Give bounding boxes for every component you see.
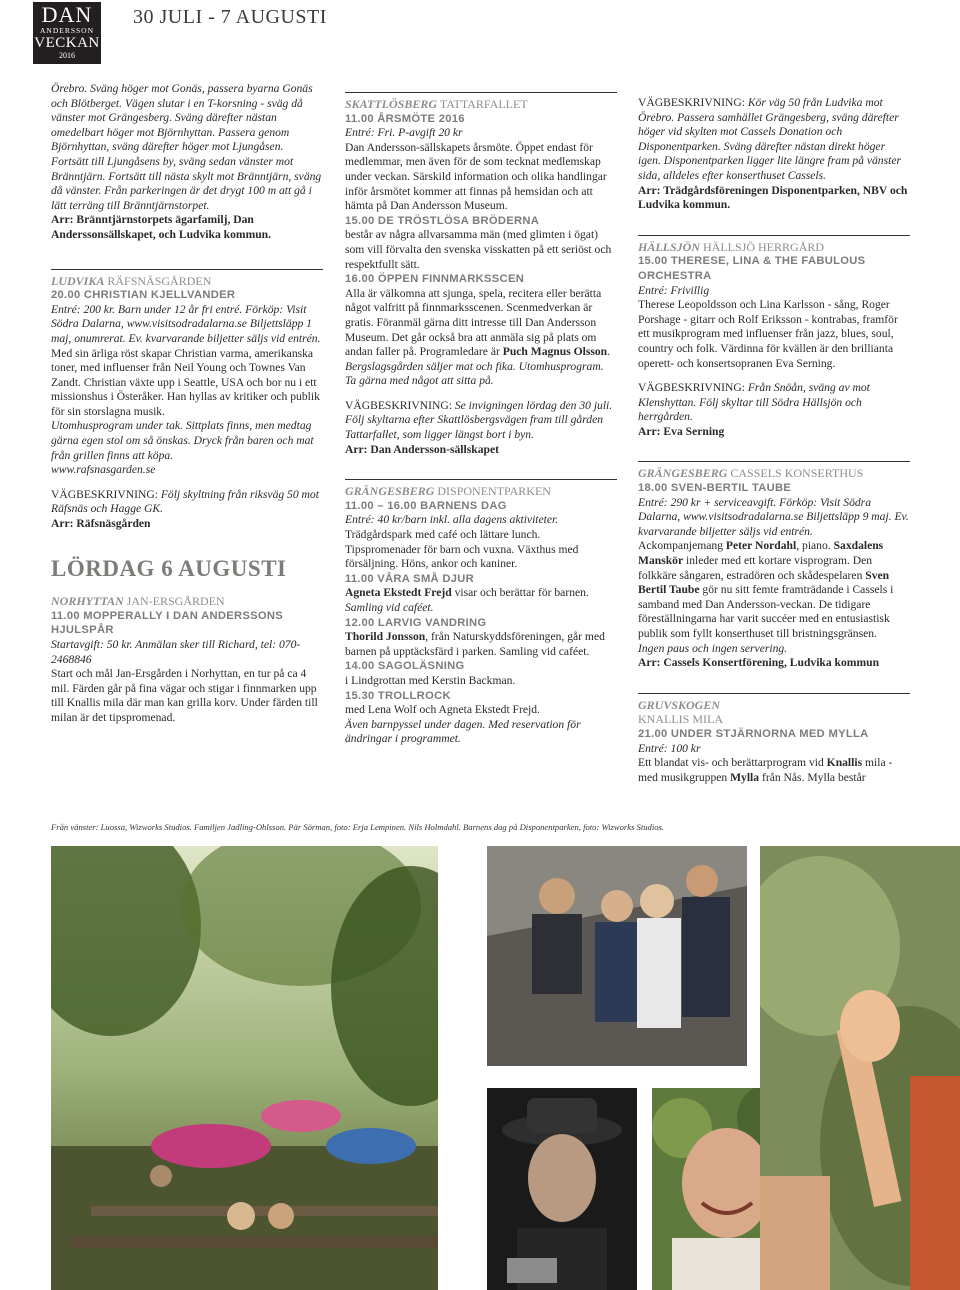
column-3: [638, 96, 910, 785]
event-description: består av några allvarsamma män (med glimten i ögat) som vill förvalta den svenska visskatten på ett seriöst och respektfullt sätt.: [345, 228, 612, 271]
event-description: Alla är välkomna att sjunga, spela, recitera eller berätta något valfritt på finnmarksscenen. Scenmedverkan är gratis. Föranmäl gärna ditt intresse till Dan Andersson Museum. Det går också bra att anmäla sig på plats om andan faller på. Programledare är Puch Magnus Olsson.: [345, 286, 611, 359]
event-title: 15.00 THERESE, LINA & THE FABULOUS ORCHESTRA: [638, 255, 866, 282]
event-arr: Arr: Räfsnäsgården: [51, 517, 151, 531]
location-heading: [51, 594, 323, 609]
photo-outdoor-audience: [51, 846, 438, 1290]
event-description: Therese Leopoldsson och Lina Karlsson - sång, Roger Porshage - gitarr och Rolf Eriksson - kontrabas, framför ett musikprogram med influenser från jazz, blues, soul, country och folk. Värdinna för kvällen är den brillianta operett- och konsertsopranen Eva Serning.: [638, 298, 898, 370]
event-description: [638, 539, 910, 641]
event-title: 11.00 MOPPERALLY I DAN ANDERSSONS HJULSPÅR: [51, 609, 284, 637]
logo-year: 2016: [59, 51, 75, 60]
description-text: gör nu sitt femte framträdande i Cassels i samband med Dan Andersson-veckan. De tidigare föreställningarna har varit succéer med en entusiastisk publik som fyllt konserthuset till bristningsgränsen.: [638, 583, 894, 640]
event-entry: Entré: Frivillig: [638, 283, 710, 297]
location-place: GRÄNGESBERG: [638, 466, 728, 481]
divider: [345, 92, 617, 93]
spacer: [638, 371, 910, 381]
photo-man-with-hat-image: [487, 1088, 637, 1290]
event-description: Dan Andersson-sällskapets årsmöte. Öppet endast för medlemmar, men även för de som tecknat medlemskap under veckan. Särskild information och olika handlingar inför årsmötet kommer att finnas på hemsidan och att hämta på Dan Andersson Museum.: [345, 140, 607, 213]
photo-outdoor-audience-image: [51, 846, 438, 1290]
event-description: [345, 630, 617, 659]
festival-logo: [33, 2, 101, 64]
event-description: med Lena Wolf och Agneta Ekstedt Frejd.: [345, 703, 540, 717]
directions-label: VÄGBESKRIVNING:: [638, 96, 745, 109]
event-title: 20.00 CHRISTIAN KJELLVANDER: [51, 289, 236, 302]
event-entry: Entré: 200 kr. Barn under 12 år fri entré. Förköp: Visit Södra Dalarna, www.visitsodradalarna.se Biljettsläpp 1 maj, onumrerat. Ev. kvarvarande biljetter säljs vid entrén.: [51, 302, 321, 345]
event-entry: Entré: Fri. P-avgift 20 kr: [345, 126, 463, 140]
intro-directions: Örebro. Sväng höger mot Gonäs, passera byarna Gonäs och Blötberget. Vägen slutar i en T-korsning - sväg då vänster mot Grängesberg. Sväng därefter nästan omedelbart höger mot Björnhyttan. Passera genom Björnhyttan, sväng därefter höger mot Ljungåsen. Fortsätt till Ljungåsens by, sväng sedan vänster mot Bränntjärn. Fortsätt till nästa skylt mot Bränntjärn, sväng då vänster. Från parkeringen är det drygt 100 m att gå i lätt terräng till Bränntjärnstorpet.: [51, 82, 322, 212]
directions-label: VÄGBESKRIVNING:: [51, 487, 158, 501]
location-venue: KNALLIS MILA: [638, 712, 723, 727]
photo-children-hands-image: [760, 846, 960, 1290]
location-heading: [638, 698, 910, 727]
day-heading: LÖRDAG 6 AUGUSTI: [51, 555, 287, 581]
event-title: 15.00 DE TRÖSTLÖSA BRÖDERNA: [345, 214, 540, 227]
performer-name: Sven Bertil Taube: [638, 568, 890, 597]
description-text: Alla är välkomna att sjunga, spela, recitera eller berätta något valfritt på finnmarksscenen. Scenmedverkan är gratis. Föranmäl gärna ditt intresse till Dan Andersson Museum. Det går också bra att anmäla sig på plats om andan faller på. Programledare är: [345, 286, 602, 359]
intro-arr: Arr: Bränntjärnstorpets ägarfamilj, Dan Anderssonsällskapet, och Ludvika kommun.: [51, 213, 272, 241]
event-entry: Entré: 100 kr: [638, 741, 701, 755]
directions-text: Från Snöån, sväng av mot Klenshyttan. Följ skyltar till Södra Hällsjön och herrgården.: [638, 381, 870, 424]
logo-line-2: ANDERSSON: [39, 26, 94, 35]
column-1: [51, 82, 323, 726]
location-venue: RÄFSNÄSGÅRDEN: [107, 273, 212, 288]
description-text: Ett blandat vis- och berättarprogram vid: [638, 756, 827, 770]
spacer: [51, 478, 323, 488]
photo-group: [487, 846, 747, 1066]
event-description: [345, 586, 617, 601]
event-title: 14.00 SAGOLÄSNING: [345, 660, 465, 673]
location-place: HÄLLSJÖN: [638, 239, 701, 254]
event-description: Trädgårdspark med café och lättare lunch. Tipspromenader för barn och vuxna. Växthus med försäljning. Höns, ankor och kaniner.: [345, 528, 579, 571]
event-title: 21.00 UNDER STJÄRNORNA MED MYLLA: [638, 727, 869, 740]
directions-text: Följ skyltning från riksväg 50 mot Räfsnäs och Hagge GK.: [51, 487, 319, 516]
location-heading: [638, 240, 910, 255]
event-directions: [51, 488, 323, 517]
divider: [638, 693, 910, 694]
event-note: Utomhusprogram under tak. Sittplats finns, men medtag gärna egen stol om så önskas. Dryck från baren och mat från grillen finns att köpa.: [51, 419, 314, 462]
directions-label: VÄGBESKRIVNING:: [345, 398, 452, 412]
location-venue: DISPONENTPARKEN: [437, 484, 551, 499]
host-name: Puch Magnus Olsson: [502, 345, 608, 359]
description-text: , piano.: [796, 539, 834, 553]
event-entry: Startavgift: 50 kr. Anmälan sker till Richard, tel: 070-2468846: [51, 638, 301, 666]
description-text: Ackompanjemang: [638, 539, 726, 553]
event-arr: Arr: Trädgårdsföreningen Disponentparken, NBV och Ludvika kommun.: [638, 183, 908, 212]
location-venue: HÄLLSJÖ HERRGÅRD: [703, 239, 825, 254]
location-heading: [51, 274, 323, 289]
photo-caption: Från vänster: Luossa, Wizworks Studios. Familjen Jadling-Ohlsson. Pär Sörman, foto: Erja Lempinen. Nils Holmdahl. Barnens dag på Disponentparken, foto: Wizworks Studios.: [51, 822, 665, 832]
divider: [51, 269, 323, 270]
directions-text: Se invigningen lördag den 30 juli. Följ skyltarna efter Skattlösbergsvägen fram till gården Tattarfallet, som ligger längst bort i byn.: [345, 398, 613, 442]
directions-label: VÄGBESKRIVNING:: [638, 381, 745, 395]
event-arr: Arr: Dan Andersson-sällskapet: [345, 442, 499, 456]
event-title: 18.00 SVEN-BERTIL TAUBE: [638, 482, 792, 495]
event-directions: [345, 399, 617, 443]
location-place: GRUVSKOGEN: [638, 697, 721, 712]
event-title: 11.00 VÅRA SMÅ DJUR: [345, 572, 475, 585]
event-note: Samling vid caféet.: [345, 601, 434, 614]
performer-name: Mylla: [730, 770, 760, 784]
event-title: 11.00 ÅRSMÖTE 2016: [345, 112, 465, 125]
divider: [638, 461, 910, 462]
event-note: Bergslagsgården säljer mat och fika. Utomhusprogram. Ta gärna med något att sitta på.: [345, 359, 604, 388]
location-place: NORHYTTAN: [51, 594, 124, 609]
event-description: Med sin ärliga röst skapar Christian varma, amerikanska toner, med influenser från Neil Young och Townes Van Zandt. Christian växte upp i Seattle, USA och bor nu i ett missionshus i Österåker. Han hyllas av kritiker och publik för sin storslagna musik.: [51, 346, 320, 418]
spacer: [345, 389, 617, 399]
performer-name: Knallis: [826, 756, 863, 770]
performer-name: Peter Nordahl: [725, 539, 797, 553]
event-description: [638, 756, 910, 785]
location-venue: TATTARFALLET: [439, 97, 528, 111]
location-heading: [638, 466, 910, 481]
column-2: [345, 92, 617, 747]
event-arr: Arr: Eva Serning: [638, 424, 725, 438]
event-title: 12.00 LARVIG VANDRING: [345, 616, 487, 629]
event-entry: Entré: 290 kr + serviceavgift. Förköp: Visit Södra Dalarna, www.visitsodradalarna.se Biljettsläpp 9 maj. Ev. kvarvarande biljetter säljs vid entrén.: [638, 495, 909, 538]
photo-group-image: [487, 846, 747, 1066]
event-directions: [638, 381, 910, 425]
location-venue: CASSELS KONSERTHUS: [730, 466, 864, 481]
logo-line-3: VECKAN: [34, 35, 100, 51]
location-place: LUDVIKA: [51, 273, 105, 288]
event-directions: [638, 96, 910, 184]
description-text: visar och berättar för barnen.: [451, 586, 589, 600]
divider: [638, 235, 910, 236]
photo-children-hands: [760, 846, 960, 1290]
location-place: GRÄNGESBERG: [345, 484, 435, 499]
event-website: www.rafsnasgarden.se: [51, 463, 156, 477]
page-title: 30 JULI - 7 AUGUSTI: [133, 6, 327, 28]
event-title: 16.00 ÖPPEN FINNMARKSSCEN: [345, 273, 525, 286]
event-title: 15.30 TROLLROCK: [345, 689, 451, 702]
description-text: inleder med ett kortare visprogram. Den folkkäre sångaren, estradören och skådespelaren: [638, 554, 873, 582]
performer-name: Thorild Jonsson: [345, 630, 426, 644]
performer-name: Agneta Ekstedt Frejd: [345, 586, 452, 600]
event-note: Ingen paus och ingen servering.: [638, 641, 788, 655]
logo-line-1: DAN: [41, 2, 93, 27]
location-heading: [345, 484, 617, 499]
event-arr: Arr: Cassels Konsertförening, Ludvika kommun: [638, 656, 880, 670]
directions-text: Kör väg 50 från Ludvika mot Örebro. Passera samhället Grängesberg, sväng därefter höger vid skylten mot Cassels Donation och Disponentparken. Sväng därefter nästan direkt höger igen. Disponentparken ligger lite längre fram på vänster sida, alldeles efter konserthuset Cassels.: [638, 96, 901, 182]
photo-man-with-hat: [487, 1088, 637, 1290]
description-text: mila - med musikgruppen: [638, 756, 893, 784]
event-description: i Lindgrottan med Kerstin Backman.: [345, 673, 516, 687]
event-entry: Entré: 40 kr/barn inkl. alla dagens aktiviteter.: [345, 513, 559, 527]
performer-name: Saxdalens Manskör: [638, 539, 884, 568]
location-venue: JAN-ERSGÅRDEN: [126, 594, 225, 609]
location-place: SKATTLÖSBERG: [345, 97, 438, 111]
description-text: , från Naturskyddsföreningen, går med barnen på upptäcksfärd i parken. Samling vid caféet.: [345, 630, 605, 658]
event-note: Även barnpyssel under dagen. Med reservation för ändringar i programmet.: [345, 717, 581, 746]
event-description: Start och mål Jan-Ersgården i Norhyttan, en tur på ca 4 mil. Färden går på fina vägar och stigar i finnmarken upp till Knallis mila där man kan grilla korv. Under färden till milan är det tipspromenad.: [51, 667, 318, 724]
description-text: från Nås. Mylla består: [759, 770, 866, 784]
event-title: 11.00 – 16.00 BARNENS DAG: [345, 499, 507, 512]
location-heading: [345, 97, 617, 112]
divider: [345, 479, 617, 480]
